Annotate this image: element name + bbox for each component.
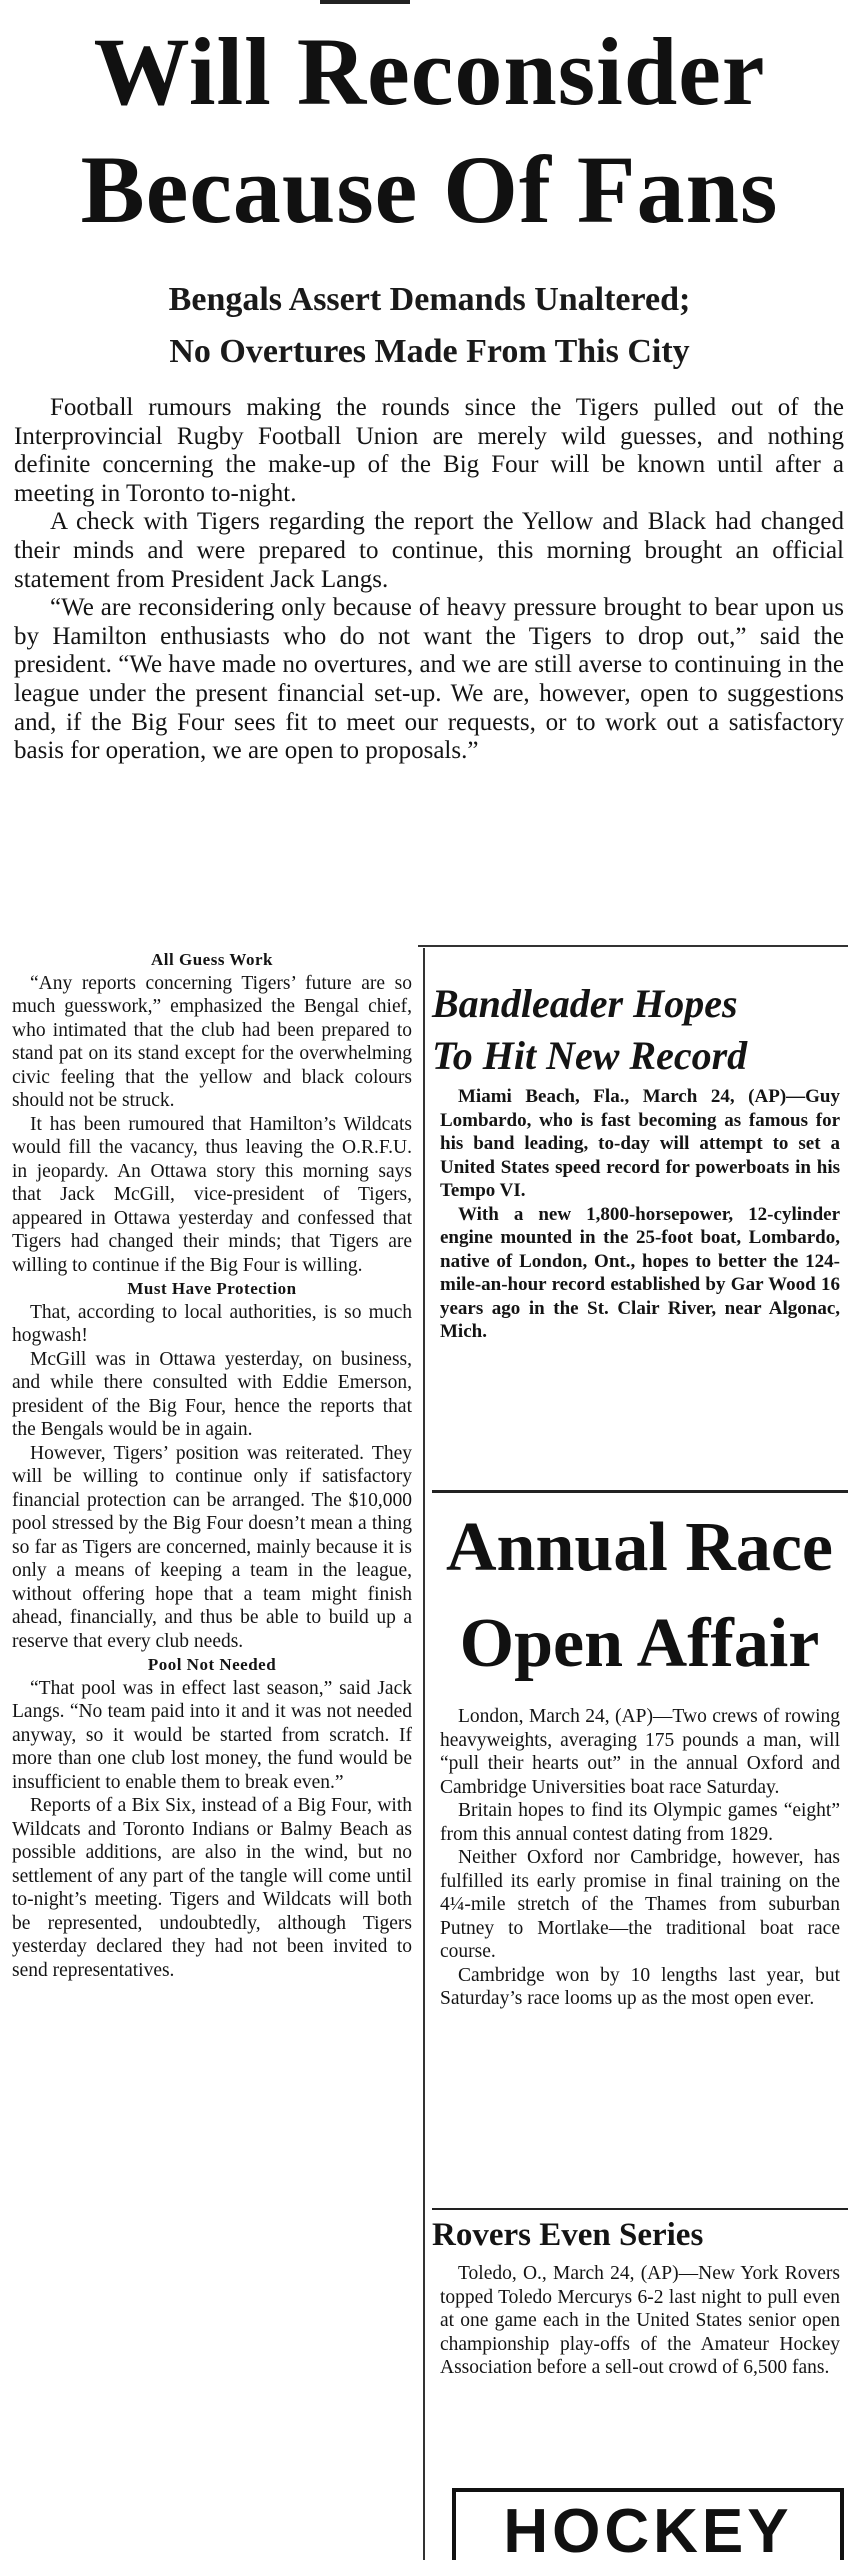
bandleader-headline-line-1: Bandleader Hopes xyxy=(432,981,738,1026)
lead-story xyxy=(14,394,844,766)
deck-line-1: Bengals Assert Demands Unaltered; xyxy=(168,281,691,318)
deck-line-2: No Overtures Made From This City xyxy=(169,333,690,370)
subhead-all-guess-work: All Guess Work xyxy=(151,950,273,969)
article-paragraph: Cambridge won by 10 lengths last year, but Saturday’s race looms up as the most open ever. xyxy=(440,1964,840,2009)
lead-paragraph: “We are reconsidering only because of heavy pressure brought to bear upon us by Hamilton enthusiasts who do not want the Tigers to drop out,” said the president. “We have made no overtures, and we are still averse to continuing in the league under the present financial set-up. We are, however, open to suggestions and, if the Big Four sees fit to meet our requests, or to work out a satisfactory basis for operation, we are open to proposals.” xyxy=(14,594,844,765)
bandleader-headline-line-2: To Hit New Record xyxy=(432,1033,748,1078)
article-paragraph: London, March 24, (AP)—Two crews of rowing heavyweights, averaging 175 pounds a man, will “pull their hearts out” in the annual Oxford and Cambridge Universities boat race Saturday. xyxy=(440,1706,840,1798)
annual-race-headline xyxy=(432,1500,847,1692)
article-paragraph: Neither Oxford nor Cambridge, however, has fulfilled its early promise in final training on the 4¼-mile stretch of the Thames from suburban Putney to Mortlake—the traditional boat race course. xyxy=(440,1847,840,1962)
hockey-label: HOCKEY xyxy=(503,2497,793,2560)
column-top-rule xyxy=(418,945,848,947)
section-separator xyxy=(432,1490,848,1493)
subhead-must-have-protection: Must Have Protection xyxy=(127,1279,297,1298)
top-rule xyxy=(320,0,410,4)
article-paragraph: It has been rumoured that Hamilton’s Wildcats would fill the vacancy, thus leaving the O.R.F.U. in jeopardy. An Ottawa story this morning says that Jack McGill, vice-president of Tigers, appeared in Ottawa yesterday and confessed that Tigers had changed their minds; that Tigers are willing to continue if the Big Four is willing. xyxy=(12,1113,412,1276)
column-divider xyxy=(423,948,425,2560)
bandleader-headline xyxy=(432,978,847,1082)
article-paragraph: “Any reports concerning Tigers’ future are so much guesswork,” emphasized the Bengal chief, who intimated that the club had been prepared to stand pat on its stand except for the overwhelming civic feeling that the yellow and black colours should not be struck. xyxy=(12,972,412,1111)
annual-race-story xyxy=(440,1705,840,2011)
article-paragraph: However, Tigers’ position was reiterated. They will be willing to continue only if satisfactory financial protection can be arranged. The $10,000 pool stressed by the Big Four doesn’t mean a thing so far as Tigers are concerned, mainly because it is only a means of keeping a team in the league, without offering hope that a team might finish ahead, financially, and thus be able to build up a reserve that every club needs. xyxy=(12,1442,412,1652)
headline-line-2: Because Of Fans xyxy=(80,136,779,243)
left-column xyxy=(12,948,412,1982)
article-paragraph: Reports of a Bix Six, instead of a Big Four, with Wildcats and Toronto Indians or Balmy Beach as possible additions, are also in the wind, but no settlement of any part of the tangle will come until to-night’s meeting. Tigers and Wildcats will both be represented, undoubtedly, although Tigers yesterday declared they had not been invited to send representatives. xyxy=(12,1795,412,1981)
article-paragraph: Miami Beach, Fla., March 24, (AP)—Guy Lombardo, who is fast becoming as famous for his band leading, to-day will attempt to set a United States speed record for powerboats in his Tempo VI. xyxy=(440,1086,840,1201)
article-paragraph: Toledo, O., March 24, (AP)—New York Rovers topped Toledo Mercurys 6-2 last night to pull even at one game each in the United States senior open championship play-offs of the Amateur Hockey Association before a sell-out crowd of 6,500 fans. xyxy=(440,2263,840,2378)
subhead-pool-not-needed: Pool Not Needed xyxy=(147,1655,277,1674)
hockey-section-box xyxy=(452,2488,844,2560)
article-paragraph: With a new 1,800-horsepower, 12-cylinder engine mounted in the 25-foot boat, Lombardo, native of London, Ont., hopes to better the 124-mile-an-hour record established by Gar Wood 16 years ago in the St. Clair River, near Algonac, Mich. xyxy=(440,1203,840,1342)
rovers-headline: Rovers Even Series xyxy=(432,2217,704,2253)
article-paragraph: “That pool was in effect last season,” said Jack Langs. “No team paid into it and it was not needed anyway, so it would be started from scratch. If more than one club lost money, the fund would be insufficient to enable them to break even.” xyxy=(12,1677,412,1793)
lead-paragraph: Football rumours making the rounds since the Tigers pulled out of the Interprovincial Rugby Football Union are merely wild guesses, and nothing definite concerning the make-up of the Big Four will be known until after a meeting in Toronto to-night. xyxy=(14,394,844,507)
headline-line-1: Will Reconsider xyxy=(93,18,766,125)
annual-race-headline-line-1: Annual Race xyxy=(446,1509,833,1586)
rovers-story xyxy=(440,2262,840,2380)
lead-paragraph: A check with Tigers regarding the report the Yellow and Black had changed their minds and were prepared to continue, this morning brought an official statement from President Jack Langs. xyxy=(14,508,844,593)
article-paragraph: McGill was in Ottawa yesterday, on business, and while there consulted with Eddie Emerson, president of the Big Four, hence the reports that the Bengals would be in again. xyxy=(12,1348,412,1440)
article-paragraph: Britain hopes to find its Olympic games “eight” from this annual contest dating from 1829. xyxy=(440,1800,840,1845)
article-paragraph: That, according to local authorities, is so much hogwash! xyxy=(12,1301,412,1346)
annual-race-headline-line-2: Open Affair xyxy=(459,1605,820,1682)
bandleader-story xyxy=(440,1085,840,1344)
section-separator xyxy=(432,2208,848,2210)
